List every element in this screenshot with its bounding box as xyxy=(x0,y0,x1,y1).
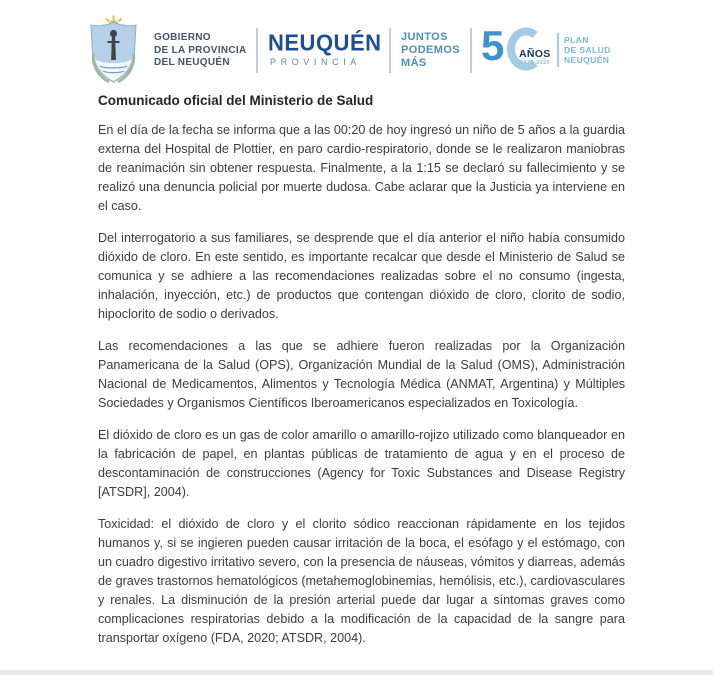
digit-five: 5 xyxy=(481,22,505,69)
government-name xyxy=(154,32,246,70)
plan-line1: PLAN xyxy=(564,35,589,45)
slogan xyxy=(401,31,460,70)
header-divider xyxy=(389,28,391,73)
paragraph-incident: En el día de la fecha se informa que a las 00:20 de hoy ingresó un niño de 5 años a la guardia externa del Hospital de Plottier, en paro cardio-respiratorio, donde se le realizaron maniobras de reanimación sin obtener respuesta. Finalmente, a la 1:15 se declaró su fallecimiento y se realizó una denuncia policial por muerte dudosa. Cabe aclarar que la Justicia ya interviene en el caso. xyxy=(98,123,625,213)
government-name-line2: DE LA PROVINCIA xyxy=(154,44,247,56)
provincia-subtitle: PROVINCIA xyxy=(270,57,361,67)
header-divider xyxy=(470,28,472,73)
anniversary-divider xyxy=(557,33,559,67)
slogan-line2: PODEMOS xyxy=(401,44,461,56)
header-logo-band xyxy=(0,15,713,87)
paragraph-recommendations-sources: Las recomendaciones a las que se adhiere fueron realizadas por la Organización Panamericana de la Salud (OPS), Organización Mundial de la Salud (OMS), Administración Nacional de Medicamentos, Alimentos y Tecnología Médica (ANMAT, Argentina) y Múltiples Sociedades y Organismos Científicos Iberoamericanos especializados en Toxicología. xyxy=(98,339,625,410)
plan-line2: DE SALUD xyxy=(564,45,611,55)
header-divider xyxy=(256,28,258,73)
government-name-line1: GOBIERNO xyxy=(154,32,211,43)
document-title: Comunicado oficial del Ministerio de Salud xyxy=(98,93,374,108)
paragraph-toxicity: Toxicidad: el dióxido de cloro y el clorito sódico reaccionan rápidamente en los tejidos humanos y, si se ingieren pueden causar irritación de la boca, el esófago y el estómago, con un cuadro digestivo irritativo severo, con la presencia de náuseas, vómitos y diarreas, además de graves trastornos hematológicos (metahemoglobinemias, hemólisis, etc.), cardiovasculares y renales. La disminución de la presión arterial puede dar lugar a síntomas graves como complicaciones respiratorias debido a la modificación de la capacidad de la sangre para transportar oxígeno (FDA, 2020; ATSDR, 2004). xyxy=(98,517,625,645)
neuquen-provincia-logo xyxy=(268,31,382,67)
paragraph-chlorine-dioxide-description: El dióxido de cloro es un gas de color amarillo o amarillo-rojizo utilizado como blanqueador en la fabricación de papel, en plantas públicas de tratamiento de agua y en el proceso de descontaminación de construcciones (Agency for Toxic Substances and Disease Registry [ATSDR], 2004). xyxy=(98,428,625,499)
neuquen-wordmark: NEUQUÉN xyxy=(268,29,382,56)
anniversary-period: 1970-2020 xyxy=(520,60,550,66)
plan-de-salud-label xyxy=(564,35,611,65)
document-body xyxy=(98,93,625,661)
slogan-line1: JUNTOS xyxy=(401,31,448,43)
anniversary-50-years-logo xyxy=(481,23,626,79)
paragraph-chlorine-dioxide-warning: Del interrogatorio a sus familiares, se desprende que el día anterior el niño había consumido dióxido de cloro. En este sentido, es importante recalcar que desde el Ministerio de Salud se comunica y se adhiere a las recomendaciones realizadas sobre el no consumo (ingesta, inhalación, inyección, etc.) de productos que contengan dióxido de cloro, clorito de sodio, hipoclorito de sodio o derivados. xyxy=(98,231,625,321)
plan-line3: NEUQUÉN xyxy=(564,55,610,65)
scan-edge-strip xyxy=(0,670,713,675)
neuquen-coat-of-arms-icon xyxy=(85,15,142,84)
slogan-line3: MÁS xyxy=(401,57,427,69)
anos-label: AÑOS xyxy=(519,48,551,60)
government-name-line3: DEL NEUQUÉN xyxy=(154,57,230,68)
